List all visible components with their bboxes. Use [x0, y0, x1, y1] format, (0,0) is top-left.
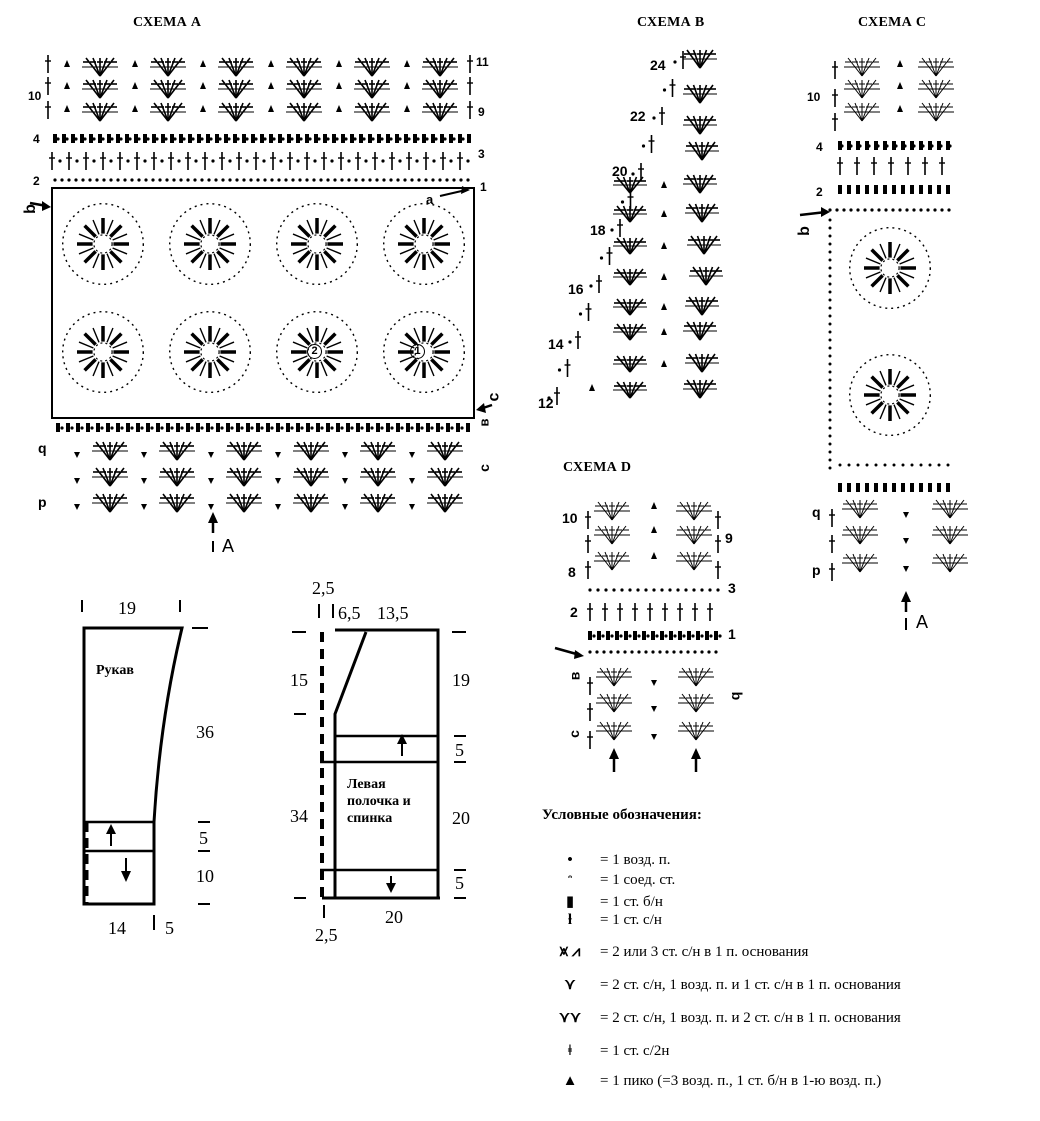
- schema-d-row-1: 1: [728, 626, 736, 642]
- legend-item-dc: ƚ = 1 ст. с/н: [540, 912, 662, 929]
- legend-item-tr: ǂ = 1 ст. с/2н: [540, 1043, 669, 1060]
- schema-d-row-2: 2: [570, 604, 578, 620]
- schema-c-row-2: 2: [816, 185, 823, 199]
- schema-c-row-10: 10: [807, 90, 821, 104]
- schema-c-pointer-b: b: [795, 226, 813, 236]
- schema-a-row-9: 9: [478, 105, 485, 119]
- schema-d-pointer-q: q: [726, 691, 743, 701]
- double-crochet-icon: ƚ: [567, 912, 573, 928]
- front-outline: [335, 630, 438, 898]
- schema-c-row-4: 4: [816, 140, 823, 154]
- front-dim-shoulder: 13,5: [377, 603, 409, 623]
- legend-item-sc: ▮ = 1 ст. б/н: [540, 892, 663, 911]
- chain-icon: •: [567, 852, 573, 868]
- picot-icon: ▲: [562, 1073, 578, 1089]
- schema-b-row-20: 20: [612, 163, 628, 179]
- legend-item-v-fan: ⋎ = 2 ст. с/н, 1 возд. п. и 1 ст. с/н в 1 п. основания: [540, 975, 901, 994]
- sleeve-dim-bottom: 14: [108, 918, 126, 938]
- slip-stitch-icon: ᵔ: [567, 872, 573, 888]
- schema-a-pointer-b: b: [21, 204, 39, 214]
- wide-fan-icon: ⋎⋎: [559, 1010, 581, 1026]
- legend-item-picot: ▲ = 1 пико (=3 возд. п., 1 ст. б/н в 1-ю возд. п.): [540, 1073, 881, 1090]
- schema-a-motif-1: 1: [410, 344, 425, 359]
- schema-a-row-2: 2: [33, 174, 40, 188]
- v-fan-icon: ⋎: [564, 977, 576, 993]
- front-dim-band-down: 5: [455, 873, 464, 893]
- schema-b-row-12: 12: [538, 395, 554, 411]
- schema-a-motif-2: 2: [307, 344, 322, 359]
- sleeve-dim-cuff-down: 10: [196, 866, 214, 886]
- schema-d-title: СХЕМА D: [563, 460, 632, 475]
- schema-c-pointer-q: q: [812, 504, 821, 520]
- schema-a-pointer-s: с: [475, 464, 492, 472]
- schema-d-pointer-v: в: [566, 671, 583, 681]
- schema-d-row-10: 10: [562, 510, 578, 526]
- schema-c-title: СХЕМА С: [858, 15, 927, 30]
- sleeve-dim-cuff-up: 5: [199, 828, 208, 848]
- front-dim-bottom-offset: 2,5: [315, 925, 338, 945]
- front-dim-top-offset: 2,5: [312, 578, 335, 598]
- schema-a-start-label: A: [222, 536, 235, 556]
- schema-a-pointer-a: a: [426, 192, 434, 207]
- schema-a-row-4: 4: [33, 132, 40, 146]
- schema-a-row-3: 3: [478, 147, 485, 161]
- schema-d-pointer-s: с: [565, 730, 582, 738]
- legend-item-slip: ᵔ = 1 соед. ст.: [540, 872, 675, 889]
- schema-a-pointer-v: в: [476, 418, 492, 427]
- schema-a-pointer-p: p: [38, 494, 47, 510]
- schema-b-row-16: 16: [568, 281, 584, 297]
- schema-d-row-8: 8: [568, 564, 576, 580]
- sleeve-label: Рукав: [96, 663, 134, 678]
- schema-b-row-24: 24: [650, 57, 666, 73]
- front-dim-band-up: 5: [455, 740, 464, 760]
- legend-item-dc-group: ⩙ ⩘ = 2 или 3 ст. с/н в 1 п. основания: [540, 943, 808, 961]
- front-dim-right-mid: 20: [452, 808, 470, 828]
- front-label: Левая полочка и спинка: [347, 777, 411, 826]
- legend-item-wide-fan: ⋎⋎ = 2 ст. с/н, 1 возд. п. и 2 ст. с/н в 1 п. основания: [540, 1008, 901, 1027]
- treble-crochet-icon: ǂ: [567, 1043, 573, 1059]
- schema-b-title: СХЕМА B: [637, 15, 705, 30]
- schema-c-start-label: A: [916, 612, 929, 632]
- schema-a-row-11: 11: [476, 55, 489, 69]
- sleeve-dim-height: 36: [196, 722, 214, 742]
- front-dim-left-lower: 34: [290, 806, 308, 826]
- front-dim-neck: 6,5: [338, 603, 361, 623]
- schema-a-title: СХЕМА А: [133, 15, 202, 30]
- schema-b-row-22: 22: [630, 108, 646, 124]
- single-crochet-icon: ▮: [565, 894, 575, 910]
- schema-b-row-18: 18: [590, 222, 606, 238]
- sleeve-dim-bottom-right: 5: [165, 918, 174, 938]
- front-dim-bottom: 20: [385, 907, 403, 927]
- schema-c-pointer-p: p: [812, 562, 821, 578]
- legend-title: Условные обозначения:: [542, 807, 702, 823]
- front-dim-right-upper: 19: [452, 670, 470, 690]
- schema-a-row-1: 1: [480, 180, 487, 194]
- schema-a-row-10: 10: [28, 89, 42, 103]
- front-dim-left-upper: 15: [290, 670, 308, 690]
- legend-item-chain: • = 1 возд. п.: [540, 852, 671, 869]
- schema-a-pointer-q: q: [38, 440, 47, 456]
- schema-b-row-14: 14: [548, 336, 564, 352]
- schema-d-row-9: 9: [725, 530, 733, 546]
- sleeve-dim-top: 19: [118, 598, 136, 618]
- schema-a-pointer-c: c: [485, 392, 503, 402]
- dc-group-icon: ⩙ ⩘: [559, 944, 581, 960]
- schema-d-row-3: 3: [728, 580, 736, 596]
